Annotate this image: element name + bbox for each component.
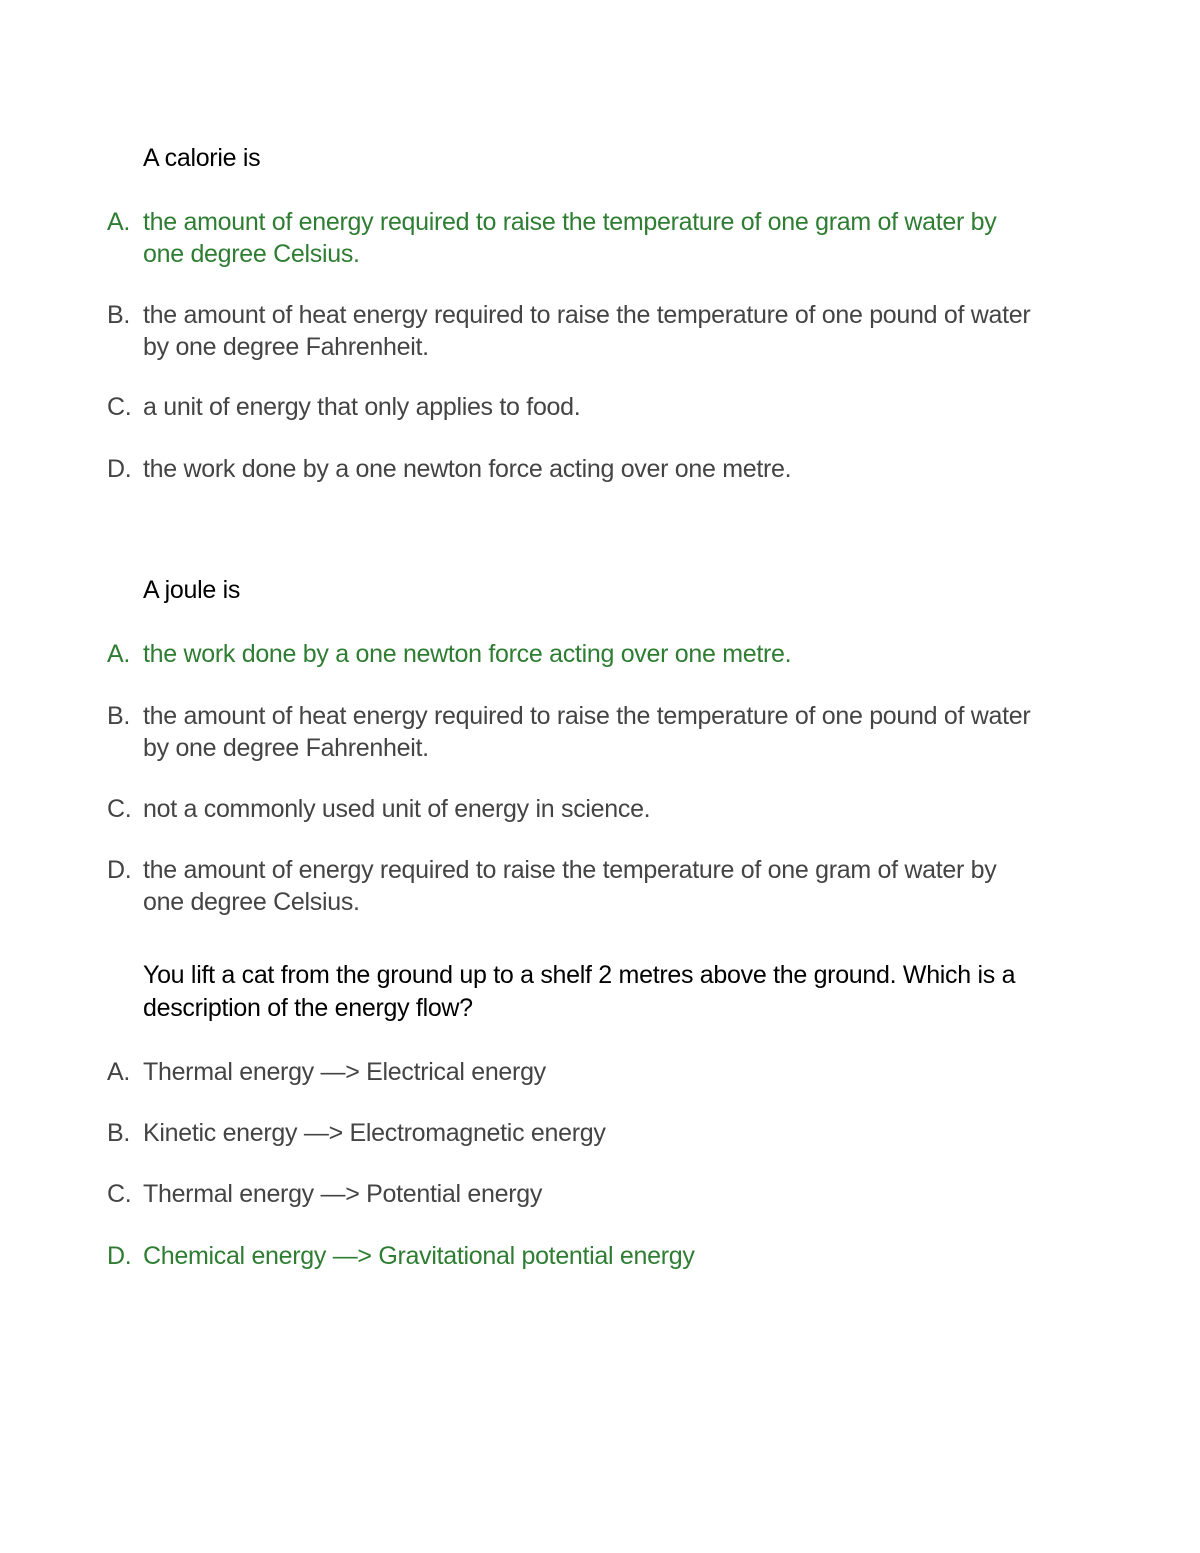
- option-text: the work done by a one newton force acting over one metre.: [143, 640, 792, 668]
- option-text: a unit of energy that only applies to food.: [143, 393, 581, 421]
- option-letter: D.: [107, 1242, 132, 1270]
- option-letter: D.: [107, 455, 132, 483]
- option-letter: B.: [107, 702, 131, 730]
- option-text: not a commonly used unit of energy in science.: [143, 795, 651, 823]
- question-1-option-c: [107, 391, 1067, 423]
- question-3-option-b: [107, 1117, 1067, 1149]
- question-3-option-d: [107, 1240, 1067, 1272]
- question-3-option-a: [107, 1056, 1067, 1088]
- question-1-option-b: [107, 299, 1067, 363]
- option-letter: B.: [107, 1119, 131, 1147]
- question-2-option-b: [107, 700, 1067, 764]
- question-2-option-c: [107, 793, 1067, 825]
- option-text: the amount of heat energy required to raise the temperature of one pound of water by one degree Fahrenheit.: [143, 301, 1031, 361]
- option-text: the work done by a one newton force acting over one metre.: [143, 455, 792, 483]
- question-1-option-a: [107, 206, 1067, 270]
- option-text: Thermal energy —> Electrical energy: [143, 1058, 546, 1086]
- question-2-option-a: [107, 638, 1067, 670]
- question-3-option-c: [107, 1178, 1067, 1210]
- option-letter: A.: [107, 640, 131, 668]
- option-letter: A.: [107, 1058, 131, 1086]
- option-text: Chemical energy —> Gravitational potential energy: [143, 1242, 695, 1270]
- option-letter: C.: [107, 1180, 132, 1208]
- option-text: the amount of energy required to raise the temperature of one gram of water by one degree Celsius.: [143, 856, 997, 916]
- option-letter: C.: [107, 393, 132, 421]
- option-letter: A.: [107, 208, 131, 236]
- question-1-option-d: [107, 453, 1067, 485]
- option-text: the amount of heat energy required to raise the temperature of one pound of water by one degree Fahrenheit.: [143, 702, 1031, 762]
- option-text: the amount of energy required to raise the temperature of one gram of water by one degree Celsius.: [143, 208, 997, 268]
- option-letter: C.: [107, 795, 132, 823]
- question-2-stem: A joule is: [143, 576, 241, 604]
- option-text: Thermal energy —> Potential energy: [143, 1180, 543, 1208]
- option-letter: B.: [107, 301, 131, 329]
- question-3-stem: You lift a cat from the ground up to a shelf 2 metres above the ground. Which is a description of the energy flow?: [143, 961, 1016, 1022]
- option-letter: D.: [107, 856, 132, 884]
- question-2-option-d: [107, 854, 1067, 918]
- option-text: Kinetic energy —> Electromagnetic energy: [143, 1119, 606, 1147]
- question-1-stem: A calorie is: [143, 144, 261, 172]
